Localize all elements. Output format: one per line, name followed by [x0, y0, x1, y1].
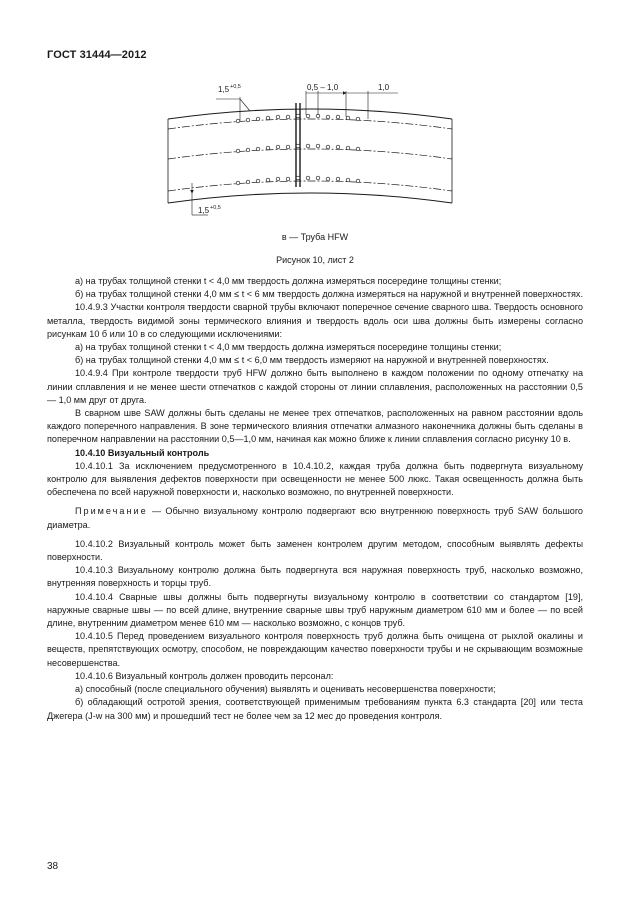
indent-marks-top [236, 114, 360, 123]
section-heading: 10.4.10 Визуальный контроль [75, 447, 210, 458]
inner-surface-line [168, 193, 452, 203]
paragraph: В сварном шве SAW должны быть сделаны не менее трех отпечатков, расположенных на равном расстоянии вдоль каждого поперечного направления. В зоне термического влияния отпечатки алмазного наконечника должны быть сделаны в поперечном направлении на расстоянии 0,5—1,0 мм, начиная как можно ближе к линии сплавления согласно рисунку 10 в. [47, 408, 583, 445]
paragraph: 10.4.10.3 Визуальному контролю должна быть подвергнута вся наружная поверхность труб, насколько возможно, внутренняя поверхность и торцы труб. [47, 565, 583, 589]
paragraph: 10.4.10.5 Перед проведением визуального контроля поверхность труб должна быть очищена от рыхлой окалины и веществ, препятствующих осмотру, способом, не повреждающим качество поверхности трубы и не скрывающим возможные несовершенства. [47, 631, 583, 668]
dim-bottom-left-tol: +0,5 [210, 205, 221, 211]
hardness-diagram [150, 75, 470, 225]
paragraph: 10.4.10.1 За исключением предусмотренного в 10.4.10.2, каждая труба должна быть подвергнута визуальному контролю для выявления дефектов поверхности при освещенности не менее 500 люкс. Такая освещенность должна быть обеспечена по всей наружной поверхности и, насколько возможно, по внутренней поверхности. [47, 460, 583, 498]
paragraph: 10.4.10.6 Визуальный контроль должен проводить персонал: [75, 670, 334, 681]
paragraph: 10.4.10.4 Сварные швы должны быть подвергнуты визуальному контролю в соответствии со стандартом [19], наружные сварные швы — по всей длине, внутренние сварные швы труб наружным диаметром 610 мм и более — по всей длине, внутренним диаметром менее 610 мм — насколько возможно, с концов труб. [47, 591, 583, 629]
top-measure-line [168, 119, 452, 129]
mid-measure-line [168, 149, 452, 159]
paragraph: б) на трубах толщиной стенки 4,0 мм ≤ t < 6,0 мм твердость измеряют на наружной и внутренней поверхностях. [75, 355, 549, 366]
paragraph: а) на трубах толщиной стенки t < 4,0 мм твердость должна измеряться посередине толщины стенки; [75, 342, 502, 353]
indent-marks-bottom [236, 176, 360, 185]
dim-spacing-right-label: 1,0 [378, 83, 390, 92]
note [47, 505, 583, 531]
paragraph: 10.4.9.4 При контроле твердости труб HFW должно быть выполнено в каждом положении по одному отпечатку на линии сплавления и не менее шести отпечатков с каждой стороны от линии сплавления, расположенных на расстоянии 0,5 — 1,0 мм друг от друга. [47, 368, 583, 405]
dim-spacing-label: 0,5 – 1,0 [307, 83, 339, 92]
paragraph: а) способный (после специального обучения) выявлять и оценивать несовершенства поверхности; [75, 684, 496, 695]
paragraph: а) на трубах толщиной стенки t < 4,0 мм твердость должна измеряться посередине толщины стенки; [75, 276, 502, 286]
outer-surface-line [168, 109, 452, 119]
dim-top-left-tol: +0,5 [230, 84, 241, 90]
paragraph: 10.4.10.2 Визуальный контроль может быть заменен контролем другим методом, способным выявлять дефекты поверхности. [47, 538, 583, 563]
figure-caption: Рисунок 10, лист 2 [276, 255, 354, 265]
note-text: — Обычно визуальному контролю подвергают всю внутреннюю поверхность труб SAW большого диаметра. [47, 506, 583, 530]
document-header: ГОСТ 31444—2012 [47, 49, 147, 61]
note-label: Примечание [75, 506, 148, 517]
paragraph: 10.4.9.3 Участки контроля твердости сварной трубы включают поперечное сечение сварного шва. Твердость основного металла, твердость видимой зоны термического влияния и твердость вдоль оси шва должны быть измерены согласно рисункам 10 б или 10 в со следующими исключениями: [47, 302, 583, 339]
paragraph: б) на трубах толщиной стенки 4,0 мм ≤ t < 6 мм твердость должна измеряться на наружной и внутренней поверхностях. [75, 289, 583, 300]
figure-subcaption: в — Труба HFW [281, 232, 349, 242]
document-body [47, 275, 583, 723]
dim-bottom-left-label: 1,5 [198, 206, 210, 215]
paragraph: б) обладающий остротой зрения, соответствующей применимым требованиям пункта 6.3 стандарта [20] или теста Джегера (J-w на 300 мм) и прошедший тест не более чем за 12 мес до проведения контроля. [47, 697, 583, 721]
page-number: 38 [47, 861, 59, 872]
bottom-measure-line [168, 181, 452, 191]
dim-top-left-label: 1,5 [218, 85, 230, 94]
indent-marks-mid [236, 144, 360, 153]
